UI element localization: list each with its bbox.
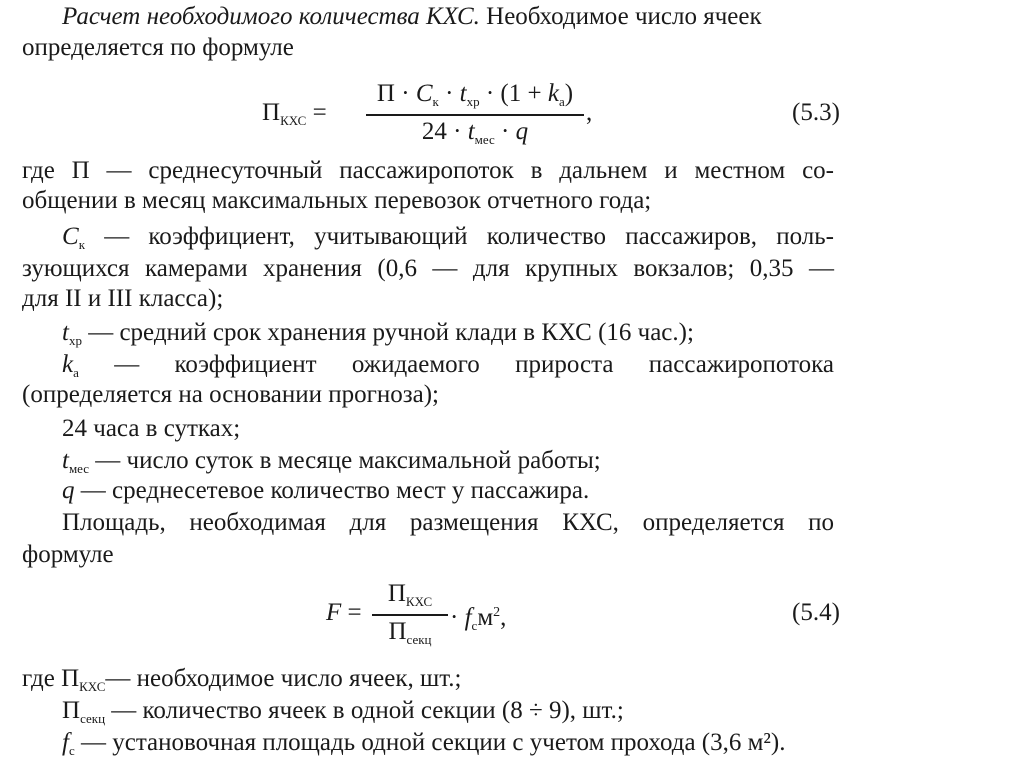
equation-number-5-3: (5.3)	[792, 99, 840, 126]
num-p-sub: КХС	[405, 594, 433, 609]
formula2-tail	[450, 598, 506, 641]
symbol-sub: КХС	[79, 679, 106, 694]
lhs-subscript: КХС	[280, 113, 307, 128]
dot: ·	[450, 604, 465, 631]
definition-lead: где П	[22, 665, 80, 692]
definition-txr-text: — средний срок хранения ручной клади в КХС (16 час.);	[81, 319, 694, 346]
definition-ck-text: — коэффициент, учитывающий количество пассажиров, поль-	[85, 223, 834, 250]
symbol-p: П	[62, 697, 81, 724]
lhs-symbol: П	[262, 99, 281, 126]
num-close: )	[564, 80, 574, 107]
den-t: t	[467, 118, 475, 145]
symbol-t: t	[62, 447, 69, 474]
lhs-f: F	[326, 599, 342, 626]
definition-fc	[62, 728, 786, 766]
formula-numerator	[366, 80, 584, 110]
definition-pkxc-text: — необходимое число ячеек, шт.;	[105, 665, 462, 692]
formula2-numerator	[372, 580, 448, 610]
definition-psekc-text: — количество ячеек в одной секции (8 ÷ 9), шт.;	[105, 697, 624, 724]
symbol-f: f	[62, 729, 69, 756]
formula-f-lhs	[326, 598, 362, 628]
definition-q	[62, 476, 589, 506]
symbol-t-sub: мес	[68, 461, 90, 476]
num-paren: · (1 +	[479, 80, 548, 107]
num-k-sub: а	[558, 94, 565, 109]
definition-ck-cont-1: зующихся камерами хранения (0,6 — для крупных вокзалов; 0,35 —	[22, 255, 834, 282]
num-p: П	[387, 580, 406, 607]
symbol-f-sub: с	[68, 743, 75, 758]
den-p-sub: секц	[406, 632, 432, 647]
num-p: П	[376, 80, 395, 107]
paragraph-1-line-2: определяется по формуле	[22, 34, 294, 61]
formula-5-3	[262, 80, 862, 150]
paragraph-1-line-1	[62, 2, 902, 32]
symbol-t-sub: хр	[68, 333, 82, 348]
den-q: q	[515, 118, 529, 145]
symbol-q: q	[62, 477, 75, 504]
unit-sup: 2	[493, 605, 501, 620]
definition-tmes-text: — число суток в месяце максимальной работы;	[89, 447, 601, 474]
num-c: C	[415, 80, 433, 107]
symbol-p-sub: секц	[80, 711, 106, 726]
formula-denominator	[366, 118, 584, 148]
den-p: П	[388, 618, 407, 645]
definition-fc-text: — установочная площадь одной секции с учетом прохода (3,6 м²).	[74, 729, 786, 756]
equals-sign: =	[341, 599, 362, 626]
equals-sign: =	[306, 99, 327, 126]
definition-ck-cont-2: для II и III класса);	[22, 285, 224, 312]
den-24: 24 ·	[421, 118, 468, 145]
formula-lhs	[262, 98, 327, 136]
formula-5-4	[326, 578, 586, 658]
num-t: t	[459, 80, 467, 107]
num-k: k	[547, 80, 559, 107]
definition-ka-text: — коэффициент ожидаемого прироста пассажиропотока	[78, 351, 834, 378]
paragraph-2-line-2: формуле	[22, 541, 114, 568]
unit-m: м	[477, 604, 494, 631]
den-t-sub: мес	[474, 132, 495, 147]
den-dot: ·	[494, 118, 516, 145]
section-title: Расчет необходимого количества КХС.	[62, 3, 480, 30]
definition-24: 24 часа в сутках;	[62, 415, 241, 442]
symbol-f: f	[464, 604, 472, 631]
symbol-c-sub: к	[78, 237, 86, 252]
definition-ka-cont: (определяется на основании прогноза);	[22, 381, 439, 408]
paragraph-2-line-1: Площадь, необходимая для размещения КХС, определяется по	[62, 509, 834, 536]
formula2-denominator	[372, 618, 448, 648]
num-dot: ·	[394, 80, 416, 107]
definition-p: где П — среднесуточный пассажиропоток в дальнем и местном со-	[22, 157, 834, 184]
symbol-c: C	[62, 223, 79, 250]
symbol-t: t	[62, 319, 69, 346]
definition-p-cont: общении в месяц максимальных перевозок отчетного года;	[22, 187, 652, 214]
symbol-k-sub: а	[73, 365, 79, 380]
paragraph-1-text: Необходимое число ячеек	[479, 3, 762, 30]
num-c-sub: к	[432, 94, 439, 109]
symbol-f-sub: с	[471, 618, 478, 633]
formula-comma: ,	[586, 99, 593, 126]
num-dot: ·	[438, 80, 460, 107]
definition-q-text: — среднесетевое количество мест у пассажира.	[74, 477, 590, 504]
formula2-comma: ,	[500, 604, 507, 631]
num-t-sub: хр	[466, 94, 480, 109]
equation-number-5-4: (5.4)	[792, 599, 840, 626]
symbol-k: k	[62, 351, 74, 378]
fraction-bar	[372, 614, 448, 616]
fraction-bar	[366, 114, 584, 116]
